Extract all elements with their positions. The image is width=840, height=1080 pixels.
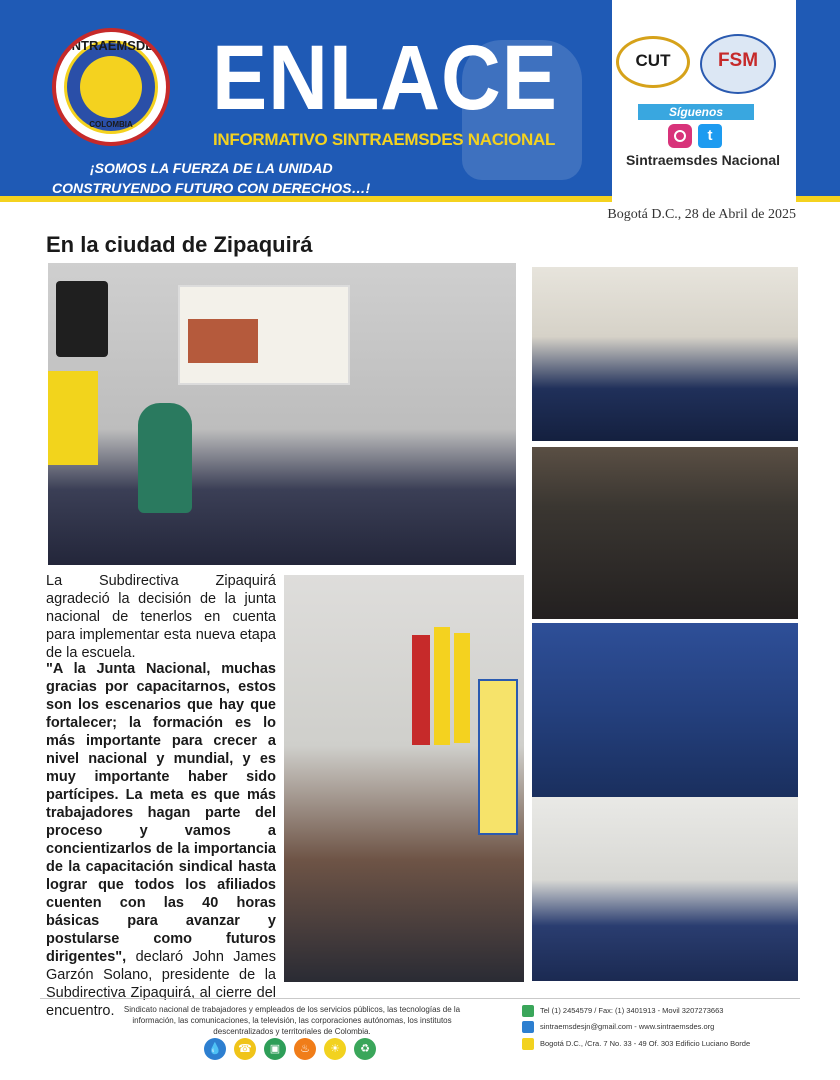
social-handle: Sintraemsdes Nacional <box>625 152 781 168</box>
header-right-strip <box>796 0 840 202</box>
article-headline: En la ciudad de Zipaquirá <box>46 232 313 257</box>
speaker-box <box>56 281 108 357</box>
water-icon: 💧 <box>204 1038 226 1060</box>
footer-email-web: sintraemsdesjn@gmail.com - www.sintraemsdes.org <box>540 1022 715 1031</box>
footer-phone: Tel (1) 2454579 / Fax: (1) 3401913 - Movil 3207273663 <box>540 1006 724 1015</box>
lightbulb-icon: ☀ <box>324 1038 346 1060</box>
tv-icon: ▣ <box>264 1038 286 1060</box>
yellow-flag <box>434 627 450 745</box>
logo-bottom-text: COLOMBIA <box>89 120 133 129</box>
instagram-icon[interactable] <box>668 124 692 148</box>
footer-description: Sindicato nacional de trabajadores y empleados de los servicios públicos, las tecnologías de la información, las comunicaciones, la televisión, las corporaciones autónomas, los institutos descentralizados y territoriales de Colombia. <box>123 1005 461 1036</box>
slogan-line-1: ¡SOMOS LA FUERZA DE LA UNIDAD <box>90 160 333 176</box>
quote-attribution: declaró John James Garzón Solano, presidente de la Subdirectiva Zipaquirá, al cierre del encuentro. <box>46 949 276 1019</box>
photo-podium-speakers <box>532 267 798 441</box>
email-contact-icon <box>522 1021 534 1033</box>
follow-us-label: Síguenos <box>638 104 754 120</box>
cut-logo: CUT <box>616 36 690 88</box>
photo-participants-writing <box>532 623 798 797</box>
article-quote <box>46 660 276 1020</box>
article-paragraph: La Subdirectiva Zipaquirá agradeció la decisión de la junta nacional de tenerlos en cuenta para implementar esta nueva etapa de la escuela. <box>46 573 276 661</box>
footer-divider <box>40 998 800 999</box>
presenter-figure <box>138 403 192 513</box>
newsletter-title: ENLACE <box>212 27 558 129</box>
logo-top-text: SINTRAEMSDES <box>59 38 163 53</box>
sintraemsdes-logo <box>52 28 170 146</box>
photo-women-reading <box>532 447 798 619</box>
phone-contact-icon <box>522 1005 534 1017</box>
location-contact-icon <box>522 1038 534 1050</box>
quote-bold-text: "A la Junta Nacional, muchas gracias por capacitarnos, estos son los escenarios que hay que fortalecer; la formación es lo más importante para crecer a nivel nacional y mundial, y es muy importante haber sido partícipes. La meta es que más trabajadores hagan parte del proceso y vamos a concientizarlos de la importancia de la capacitación sindical hasta lograr que todos los afiliados cuenten con las 40 horas básicas para avanzar y postularse como futuros dirigentes", <box>46 661 276 965</box>
gas-flame-icon: ♨ <box>294 1038 316 1060</box>
article-date: Bogotá D.C., 28 de Abril de 2025 <box>607 207 796 222</box>
photo-auditorium-audience <box>532 797 798 981</box>
fsm-logo: FSM <box>700 34 776 94</box>
projection-screen <box>178 285 350 385</box>
slogan-line-2: CONSTRUYENDO FUTURO CON DERECHOS…! <box>52 180 371 196</box>
colombia-flag <box>454 633 470 743</box>
yellow-banner <box>48 371 98 465</box>
phone-icon: ☎ <box>234 1038 256 1060</box>
twitter-icon[interactable]: t <box>698 124 722 148</box>
photo-speaker-with-flags <box>284 575 524 982</box>
newsletter-subtitle: INFORMATIVO SINTRAEMSDES NACIONAL <box>213 130 556 149</box>
red-flag <box>412 635 430 745</box>
footer-address: Bogotá D.C., /Cra. 7 No. 33 - 49 Of. 303 Edificio Luciano Borde <box>540 1039 751 1048</box>
union-banner <box>478 679 518 835</box>
recycle-icon: ♻ <box>354 1038 376 1060</box>
photo-presentation-room <box>48 263 516 565</box>
